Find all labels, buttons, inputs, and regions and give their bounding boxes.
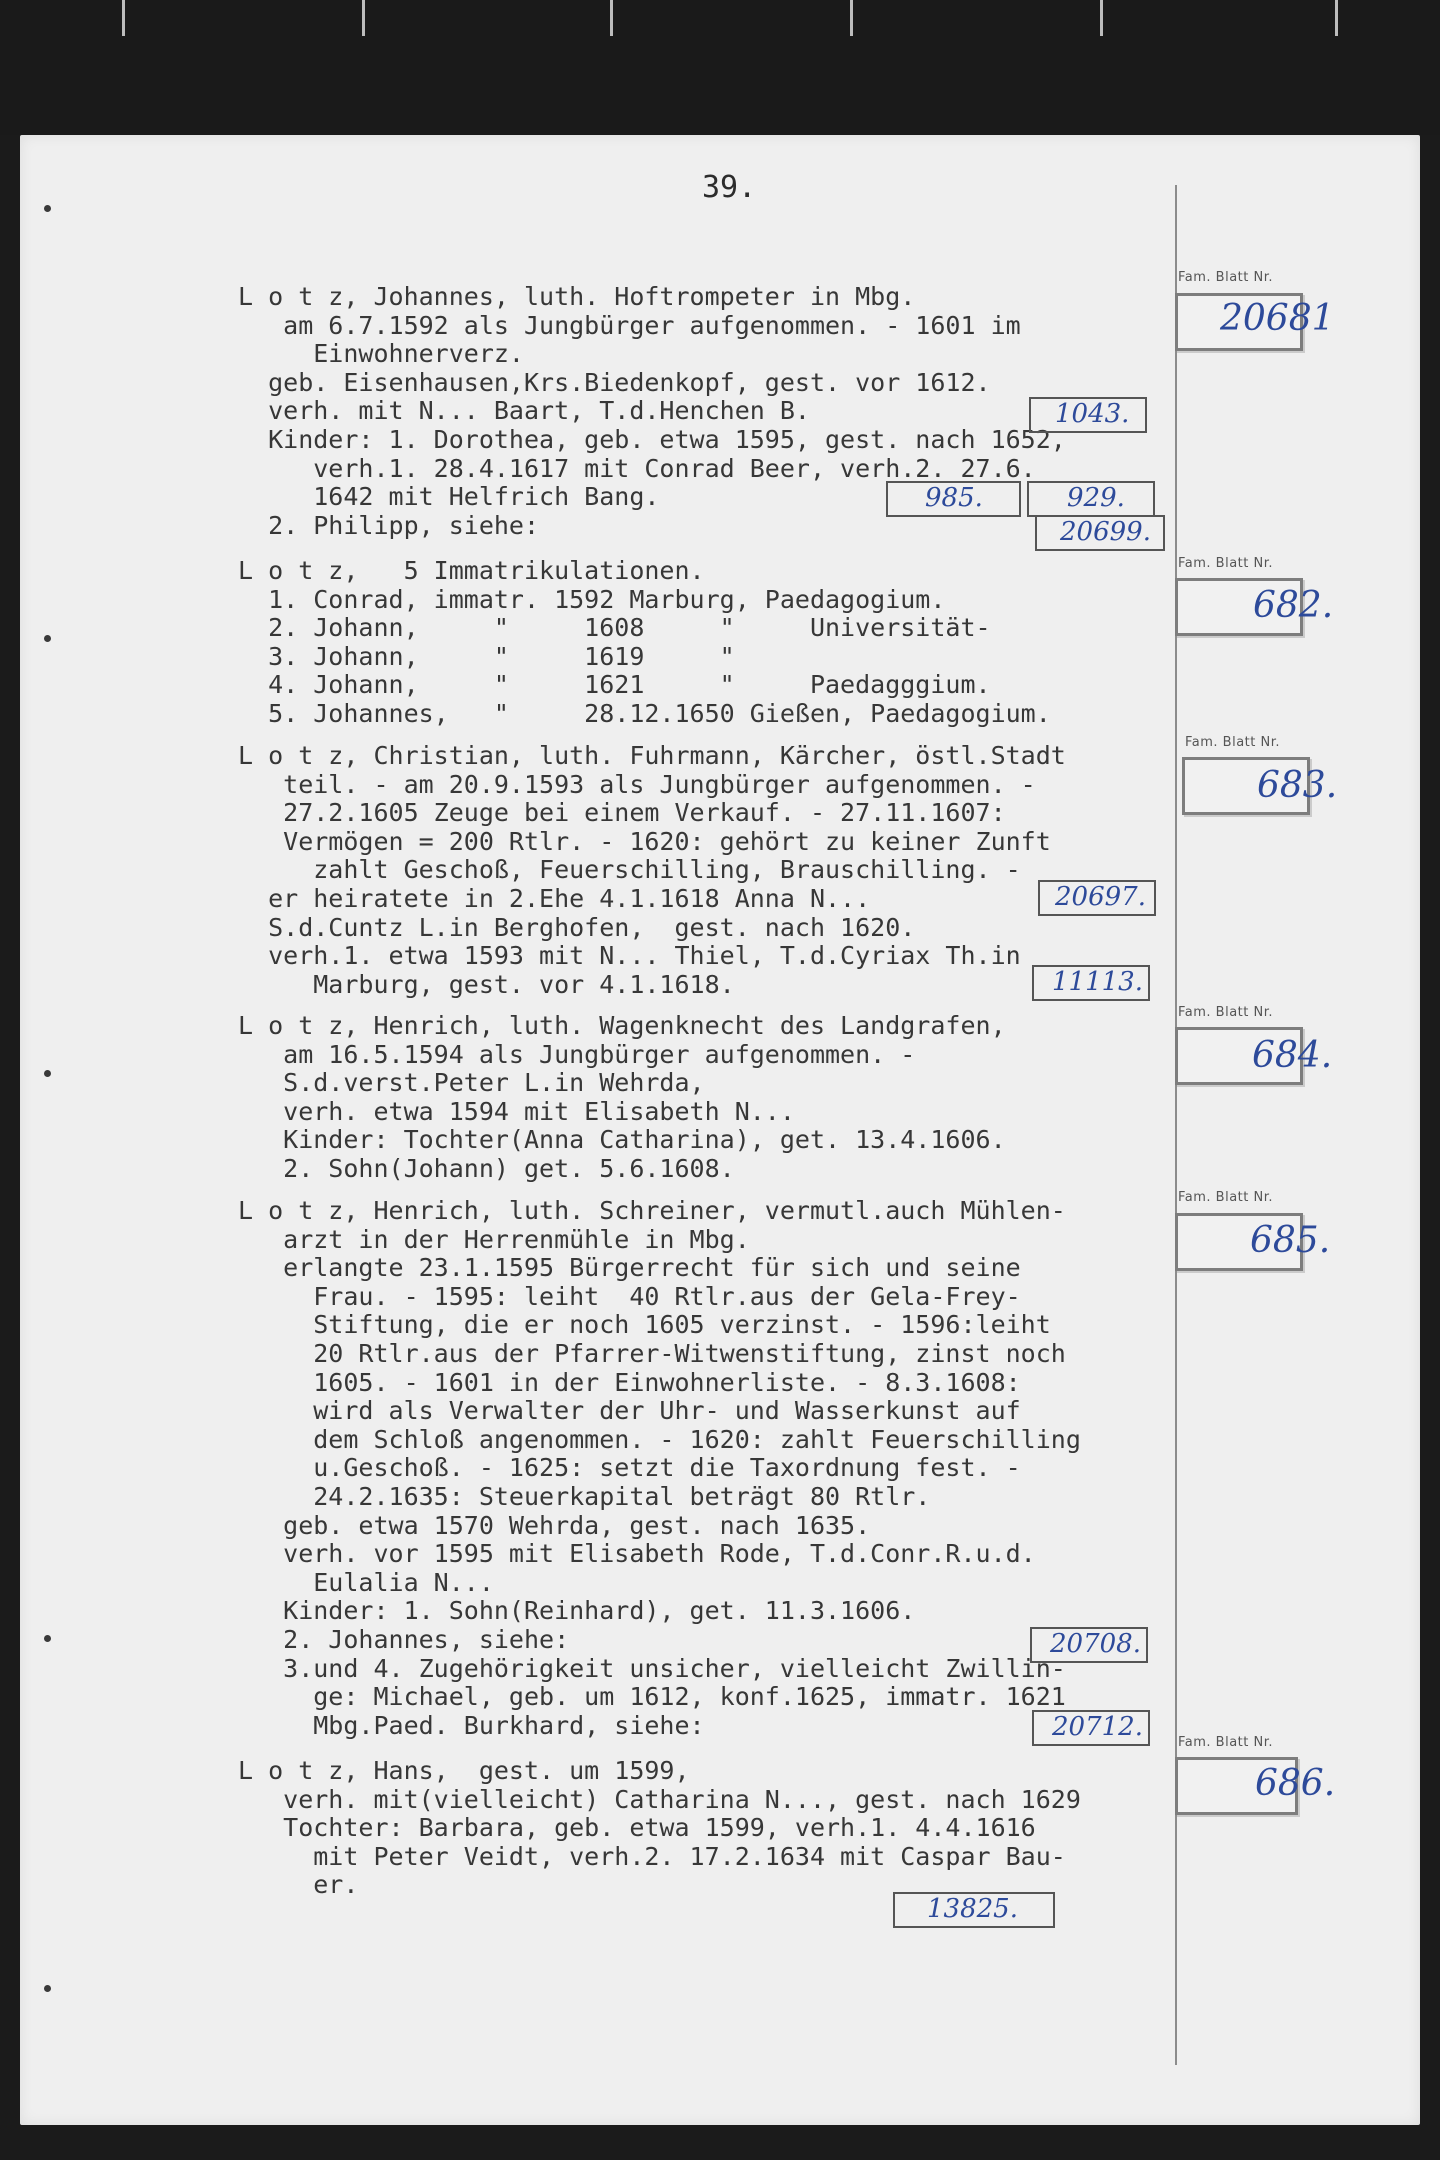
entry-line: verh. etwa 1594 mit Elisabeth N...	[238, 1096, 795, 1126]
cross-reference-number: 11113.	[1052, 967, 1143, 997]
punch-hole	[44, 1635, 51, 1642]
entry-line: 1642 mit Helfrich Bang.	[238, 482, 660, 512]
film-mark	[362, 0, 365, 36]
document-page	[20, 135, 1420, 2125]
punch-hole	[44, 1985, 51, 1992]
entry-line: Mbg.Paed. Burkhard, siehe:	[238, 1710, 705, 1740]
entry-line: 20 Rtlr.aus der Pfarrer-Witwenstiftung, zinst noch	[238, 1338, 1066, 1368]
entry-line: teil. - am 20.9.1593 als Jungbürger aufgenommen. -	[238, 769, 1036, 799]
entry-line: 2. Philipp, siehe:	[238, 510, 540, 540]
fam-blatt-label: Fam. Blatt Nr.	[1178, 1190, 1274, 1205]
entry-line: S.d.Cuntz L.in Berghofen, gest. nach 1620.	[238, 912, 916, 942]
entry-line: Stiftung, die er noch 1605 verzinst. - 1596:leiht	[238, 1310, 1051, 1340]
entry-line: L o t z, Christian, luth. Fuhrmann, Kärcher, östl.Stadt	[238, 741, 1066, 770]
film-strip-top	[0, 0, 1440, 135]
fam-blatt-number: 683.	[1257, 765, 1338, 806]
entry-line: Kinder: 1. Sohn(Reinhard), get. 11.3.1606.	[238, 1596, 916, 1626]
entry-line: er.	[238, 1870, 359, 1900]
film-mark	[122, 0, 125, 36]
entry-line: verh. mit(vielleicht) Catharina N..., gest. nach 1629	[238, 1784, 1081, 1814]
fam-blatt-label: Fam. Blatt Nr.	[1178, 1005, 1274, 1020]
entry-line: 3.und 4. Zugehörigkeit unsicher, vielleicht Zwillin-	[238, 1653, 1066, 1683]
entry-lotz-henrich-wagenknecht	[238, 1012, 1006, 1184]
entry-line: S.d.verst.Peter L.in Wehrda,	[238, 1068, 705, 1098]
cross-reference-number: 20699.	[1060, 517, 1151, 547]
entry-lotz-immatrikulationen	[238, 557, 1051, 729]
entry-line: 2. Sohn(Johann) get. 5.6.1608.	[238, 1153, 735, 1183]
entry-line: Kinder: Tochter(Anna Catharina), get. 13.4.1606.	[238, 1125, 1006, 1155]
entry-line: verh.1. etwa 1593 mit N... Thiel, T.d.Cyriax Th.in	[238, 941, 1021, 971]
entry-lotz-hans	[238, 1757, 1081, 1900]
film-mark	[610, 0, 613, 36]
fam-blatt-number: 682.	[1253, 585, 1334, 626]
entry-line: 5. Johannes, " 28.12.1650 Gießen, Paedagogium.	[238, 698, 1051, 728]
entry-line: L o t z, Henrich, luth. Wagenknecht des Landgrafen,	[238, 1011, 1006, 1040]
fam-blatt-number: 20681	[1220, 298, 1335, 339]
cross-reference-number: 929.	[1067, 483, 1125, 513]
punch-hole	[44, 1070, 51, 1077]
entry-line: 2. Johann, " 1608 " Universität-	[238, 613, 991, 643]
entry-line: Eulalia N...	[238, 1567, 494, 1597]
page-number: 39.	[702, 170, 757, 205]
fam-blatt-label: Fam. Blatt Nr.	[1185, 735, 1281, 750]
film-mark	[1100, 0, 1103, 36]
film-mark	[850, 0, 853, 36]
entry-lotz-henrich-schreiner	[238, 1197, 1081, 1740]
entry-line: verh. vor 1595 mit Elisabeth Rode, T.d.Conr.R.u.d.	[238, 1539, 1036, 1569]
cross-reference-number: 20712.	[1052, 1712, 1143, 1742]
punch-hole	[44, 205, 51, 212]
entry-line: L o t z, Hans, gest. um 1599,	[238, 1756, 690, 1785]
fam-blatt-label: Fam. Blatt Nr.	[1178, 270, 1274, 285]
entry-line: 1. Conrad, immatr. 1592 Marburg, Paedagogium.	[238, 584, 946, 614]
entry-line: 4. Johann, " 1621 " Paedagggium.	[238, 670, 991, 700]
entry-line: verh.1. 28.4.1617 mit Conrad Beer, verh.2. 27.6.	[238, 453, 1036, 483]
entry-line: geb. Eisenhausen,Krs.Biedenkopf, gest. vor 1612.	[238, 367, 991, 397]
entry-line: er heiratete in 2.Ehe 4.1.1618 Anna N...	[238, 883, 871, 913]
fam-blatt-number: 685.	[1250, 1220, 1331, 1261]
cross-reference-number: 13825.	[927, 1894, 1018, 1924]
entry-line: 27.2.1605 Zeuge bei einem Verkauf. - 27.11.1607:	[238, 798, 1006, 828]
entry-line: wird als Verwalter der Uhr- und Wasserkunst auf	[238, 1396, 1021, 1426]
entry-line: 2. Johannes, siehe:	[238, 1624, 570, 1654]
cross-reference-number: 985.	[925, 483, 983, 513]
entry-line: Tochter: Barbara, geb. etwa 1599, verh.1. 4.4.1616	[238, 1813, 1036, 1843]
entry-line: L o t z, 5 Immatrikulationen.	[238, 556, 705, 585]
entry-lotz-christian	[238, 742, 1066, 999]
entry-line: 1605. - 1601 in der Einwohnerliste. - 8.3.1608:	[238, 1367, 1021, 1397]
entry-line: mit Peter Veidt, verh.2. 17.2.1634 mit Caspar Bau-	[238, 1841, 1066, 1871]
entry-line: verh. mit N... Baart, T.d.Henchen B.	[238, 396, 810, 426]
entry-line: Marburg, gest. vor 4.1.1618.	[238, 969, 735, 999]
cross-reference-number: 1043.	[1055, 399, 1130, 429]
entry-line: Vermögen = 200 Rtlr. - 1620: gehört zu keiner Zunft	[238, 826, 1051, 856]
entry-line: u.Geschoß. - 1625: setzt die Taxordnung fest. -	[238, 1453, 1021, 1483]
entry-line: 24.2.1635: Steuerkapital beträgt 80 Rtlr.	[238, 1481, 931, 1511]
punch-hole	[44, 635, 51, 642]
entry-line: ge: Michael, geb. um 1612, konf.1625, immatr. 1621	[238, 1682, 1066, 1712]
entry-line: L o t z, Henrich, luth. Schreiner, vermutl.auch Mühlen-	[238, 1196, 1066, 1225]
film-mark	[1335, 0, 1338, 36]
fam-blatt-number: 686.	[1255, 1763, 1336, 1804]
entry-line: Einwohnerverz.	[238, 339, 524, 369]
entry-line: erlangte 23.1.1595 Bürgerrecht für sich und seine	[238, 1253, 1021, 1283]
entry-line: L o t z, Johannes, luth. Hoftrompeter in Mbg.	[238, 282, 916, 311]
entry-line: dem Schloß angenommen. - 1620: zahlt Feuerschilling	[238, 1424, 1081, 1454]
entry-line: am 6.7.1592 als Jungbürger aufgenommen. - 1601 im	[238, 310, 1021, 340]
fam-blatt-label: Fam. Blatt Nr.	[1178, 556, 1274, 571]
entry-line: Kinder: 1. Dorothea, geb. etwa 1595, gest. nach 1652,	[238, 424, 1066, 454]
entry-line: 3. Johann, " 1619 "	[238, 641, 735, 671]
entry-line: arzt in der Herrenmühle in Mbg.	[238, 1224, 750, 1254]
cross-reference-number: 20697.	[1055, 882, 1146, 912]
cross-reference-number: 20708.	[1050, 1629, 1141, 1659]
entry-line: zahlt Geschoß, Feuerschilling, Brauschilling. -	[238, 855, 1021, 885]
entry-line: Frau. - 1595: leiht 40 Rtlr.aus der Gela-Frey-	[238, 1281, 1021, 1311]
entry-line: am 16.5.1594 als Jungbürger aufgenommen. -	[238, 1039, 916, 1069]
fam-blatt-label: Fam. Blatt Nr.	[1178, 1735, 1274, 1750]
entry-line: geb. etwa 1570 Wehrda, gest. nach 1635.	[238, 1510, 871, 1540]
fam-blatt-number: 684.	[1252, 1035, 1333, 1076]
